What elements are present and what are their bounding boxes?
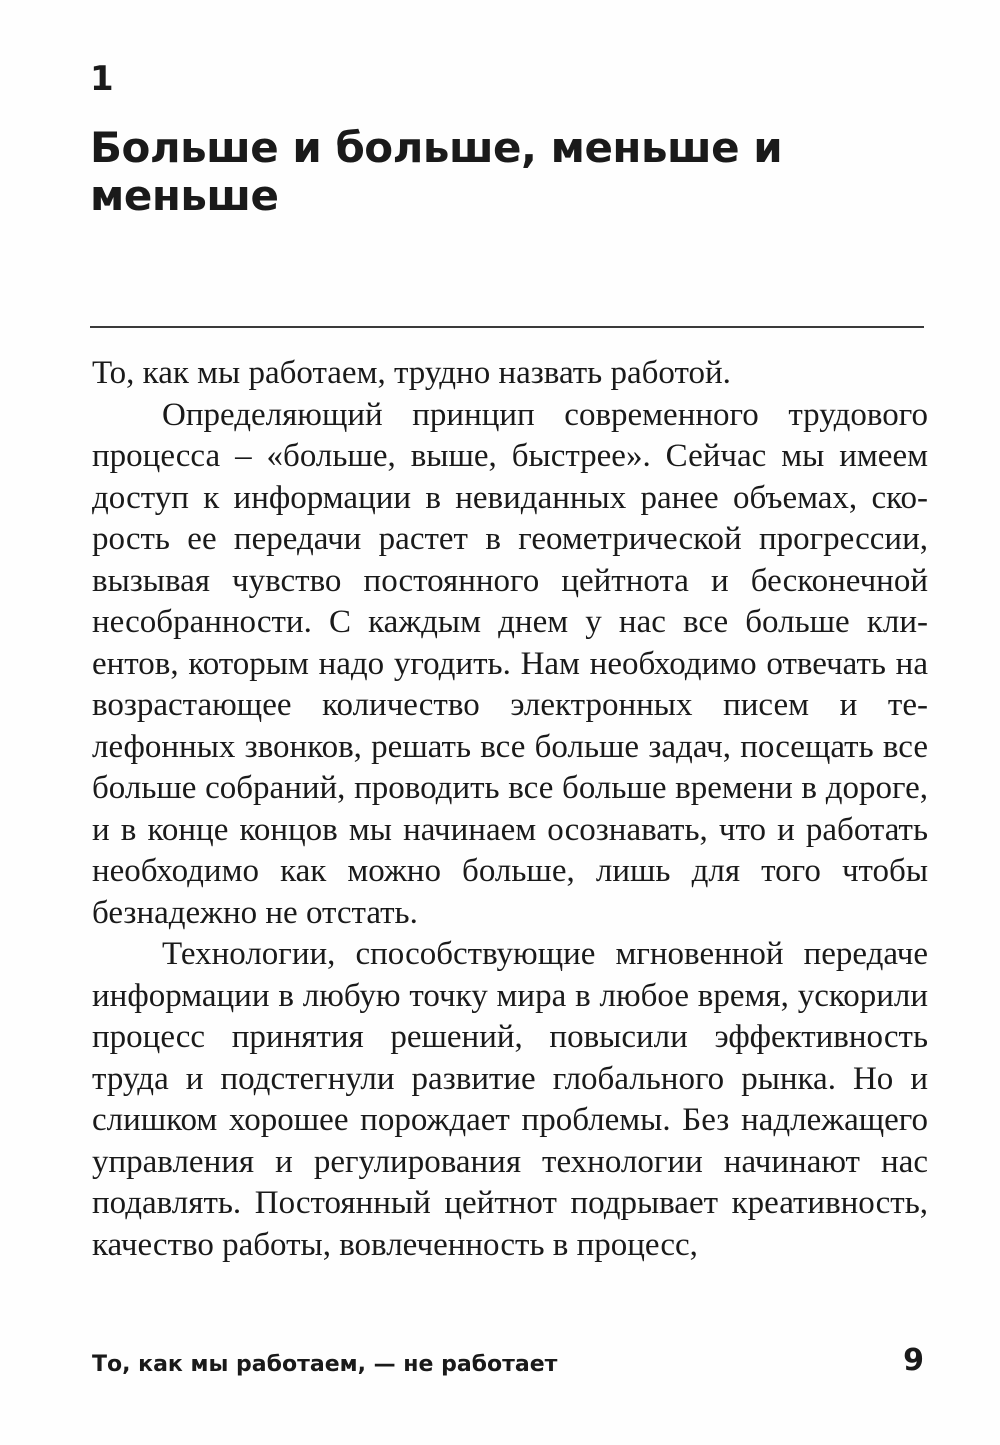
paragraph-3: Технологии, способствующие мгновенной передаче информации в любую точку мира в любое время, ускорили процесс принятия решений, повысили эффективность труда и подстегнули развитие глобального рынка. Но и слишком хорошее порождает проблемы. Без надлежащего управления и регулирования технологии начинают нас подавлять. Постоянный цейтнот подрывает креативность, качество работы, вовлеченность в процесс, [92,936,928,1263]
running-footer-title: То, как мы работаем, — не работает [92,1352,558,1377]
paragraph-2: Определяющий принцип современного трудового процесса – «больше, выше, быстрее». Сейчас мы имеем доступ к информации в невиданных ранее объемах, скорость ее передачи растет в геометрической прогрессии, вызывая чувство постоянного цейтнота и бесконечной несобранности. С каждым днем у нас все больше клиентов, которым надо угодить. Нам необходимо отвечать на возрастающее количество электронных писем и телефонных звонков, решать все больше задач, посещать все больше собраний, проводить все больше времени в дороге, и в конце концов мы начинаем осознавать, что и работать необходимо как можно больше, лишь для того чтобы безнадежно не отстать. [92,396,928,931]
page-number: 9 [903,1343,924,1378]
title-divider [90,326,924,328]
chapter-number: 1 [90,59,114,99]
body-text [92,353,928,1266]
chapter-title: Больше и больше, меньше и меньше [90,123,783,220]
paragraph-1: То, как мы работаем, трудно назвать работой. [92,355,731,391]
